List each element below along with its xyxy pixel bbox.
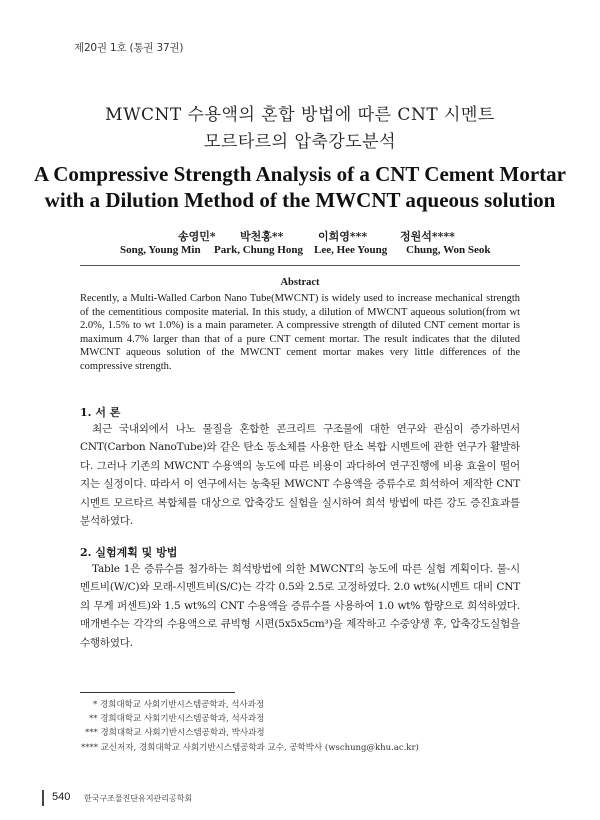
section-2-heading: 2. 실험계획 및 방법 xyxy=(80,546,178,559)
footnote-4: **** 교신저자, 경희대학교 사회기반시스템공학과 교수, 공학박사 (wschung@khu.ac.kr) xyxy=(81,742,419,753)
author-en-3: Lee, Hee Young xyxy=(314,244,388,256)
footnote-2: ** 경희대학교 사회기반시스템공학과, 석사과정 xyxy=(89,714,265,725)
author-en-4: Chung, Won Seok xyxy=(406,244,491,256)
page-number: 540 xyxy=(52,791,71,803)
section-2-text: Table 1은 증류수를 첨가하는 희석방법에 의한 MWCNT의 농도에 따른 실험 계획이다. 물-시멘트비(W/C)와 모래-시멘트비(S/C)는 각각 0.5와 2.5로 고정하였다. 2.0 wt%(시멘트 대비 CNT의 무게 퍼센트)와 1.5 wt%의 CNT 수용액을 증류수를 사용하여 1.0 wt% 함량으로 희석하였다. 매개변수는 각각의 수용액으로 큐빅형 시편(5x5x5cm³)을 제작하고 수중양생 후, 압축강도실험을 수행하였다. xyxy=(80,563,520,649)
abstract-text: Recently, a Multi-Walled Carbon Nano Tube(MWCNT) is widely used to increase mechanical strength of the cementitious composite material. In this study, a dilution of MWCNT aqueous solution(from wt 2.0%, 1.5% to wt 1.0%) is a main parameter. A compressive strength of diluted CNT cement mortar is maximum 4.7% larger than that of a pure CNT cement mortar. The result indicates that the diluted MWCNT aqueous solution of the MWCNT cement mortar makes very little differences of the compressive strength. xyxy=(80,293,520,372)
author-en-2: Park, Chung Hong xyxy=(214,244,303,256)
header-divider xyxy=(80,265,520,266)
footnote-3: *** 경희대학교 사회기반시스템공학과, 박사과정 xyxy=(85,728,265,739)
author-ko-4: 정원석**** xyxy=(400,230,455,243)
author-ko-1: 송영민* xyxy=(178,230,216,243)
english-title-line-1: A Compressive Strength Analysis of a CNT Cement Mortar xyxy=(34,162,566,186)
journal-name: 한국구조물진단유지관리공학회 xyxy=(84,794,193,803)
footnotes xyxy=(80,698,419,755)
section-1-text: 최근 국내외에서 나노 물질을 혼합한 콘크리트 구조물에 대한 연구와 관심이 증가하면서 CNT(Carbon NanoTube)와 같은 탄소 동소체를 사용한 탄소 복합 시멘트에 관한 연구가 활발하다. 그러나 기존의 MWCNT 수용액의 농도에 따른 비용이 과다하여 연구진행에 비용 효율이 떨어지는 실정이다. 따라서 이 연구에서는 농축된 MWCNT 수용액을 증류수로 희석하여 제작한 CNT 시멘트 모르타르 복합체를 대상으로 압축강도 실험을 실시하여 희석 방법에 따른 강도 증진효과를 분석하였다. xyxy=(80,423,520,528)
issue-info: 제20권 1호 (통권 37권) xyxy=(74,42,184,54)
footnote-rule xyxy=(80,692,235,693)
abstract-heading: Abstract xyxy=(280,277,320,288)
english-title-line-2: with a Dilution Method of the MWCNT aqueous solution xyxy=(44,188,556,212)
page-number-bar xyxy=(42,790,44,806)
korean-title-line-1: MWCNT 수용액의 혼합 방법에 따른 CNT 시멘트 xyxy=(105,105,495,125)
korean-title-line-2: 모르타르의 압축강도분석 xyxy=(203,132,397,152)
author-ko-3: 이희영*** xyxy=(318,230,368,243)
section-1-heading: 1. 서 론 xyxy=(80,406,121,419)
author-en-1: Song, Young Min xyxy=(120,244,201,256)
author-ko-2: 박천홍** xyxy=(240,230,284,243)
footnote-1: * 경희대학교 사회기반시스템공학과, 석사과정 xyxy=(93,700,265,710)
